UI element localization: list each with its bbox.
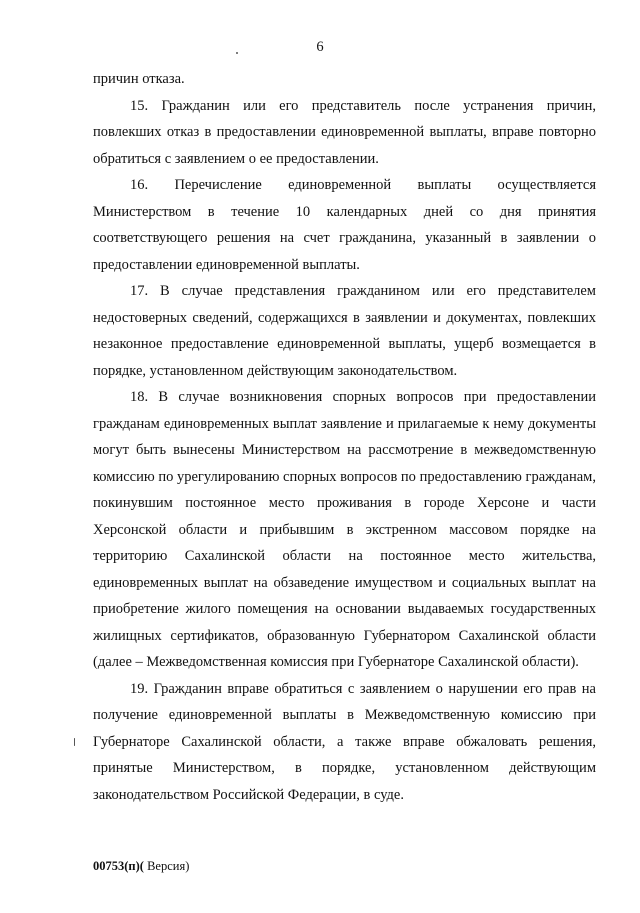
footer-version: Версия) <box>143 859 190 873</box>
document-body <box>93 66 596 808</box>
paragraph-16: 16. Перечисление единовременной выплаты осуществляется Министерством в течение 10 календарных дней со дня принятия соответствующего решения на счет гражданина, указанный в заявлении о предоставлении единовременной выплаты. <box>93 177 596 273</box>
page-number: 6 <box>316 39 324 55</box>
paragraph-15: 15. Гражданин или его представитель после устранения причин, повлекших отказ в предоставлении единовременной выплаты, вправе повторно обратиться с заявлением о ее предоставлении. <box>93 97 596 167</box>
scan-speck <box>236 52 238 54</box>
paragraph-19: 19. Гражданин вправе обратиться с заявлением о нарушении его прав на получение единовременной выплаты в Межведомственную комиссию при Губернаторе Сахалинской области, а также вправе обжаловать решения, принятые Министерством, в порядке, установленном действующим законодательством Российской Федерации, в суде. <box>93 680 596 803</box>
paragraph-18: 18. В случае возникновения спорных вопросов при предоставлении гражданам единовременных выплат заявление и прилагаемые к нему документы могут быть вынесены Министерством на рассмотрение в межведомственную комиссию по урегулированию спорных вопросов по предоставлению гражданам, покинувшим постоянное место проживания в городе Херсоне и части Херсонской области и прибывшим в экстренном массовом порядке на территорию Сахалинской области на постоянное место жительства, единовременных выплат на обзаведение имуществом и социальных выплат на приобретение жилого помещения на основании выдаваемых государственных жилищных сертификатов, образованную Губернатором Сахалинской области (далее – Межведомственная комиссия при Губернаторе Сахалинской области). <box>93 389 596 670</box>
paragraph-continuation: причин отказа. <box>93 71 185 87</box>
footer-code: 00753(п)( <box>93 859 144 873</box>
paragraph-17: 17. В случае представления гражданином или его представителем недостоверных сведений, содержащихся в заявлении и документах, повлекших незаконное предоставление единовременной выплаты, ущерб возмещается в порядке, установленном действующим законодательством. <box>93 283 596 379</box>
scan-speck <box>74 738 75 746</box>
document-footer-code <box>93 858 189 874</box>
